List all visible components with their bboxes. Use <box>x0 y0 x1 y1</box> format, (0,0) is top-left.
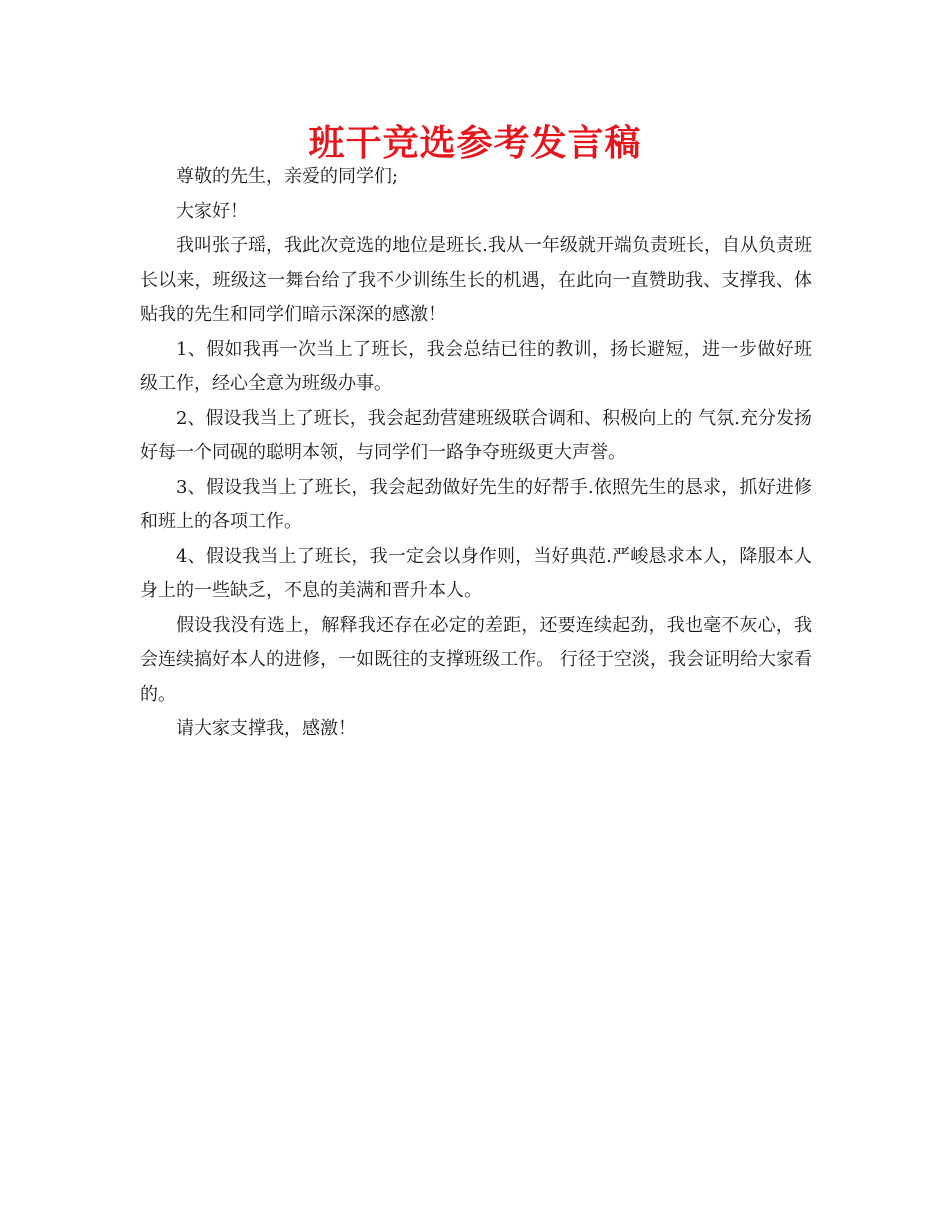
paragraph-introduction: 我叫张子瑶，我此次竞选的地位是班长.我从一年级就开端负责班长，自从负责班长以来，班级这一舞台给了我不少训练生长的机遇，在此向一直赞助我、支撑我、体贴我的先生和同学们暗示深深的感激！ <box>140 235 812 325</box>
paragraph-point-3: 3、假设我当上了班长，我会起劲做好先生的好帮手.依照先生的恳求，抓好进修和班上的各项工作。 <box>140 476 812 532</box>
paragraph-point-1: 1、假如我再一次当上了班长，我会总结已往的教训，扬长避短，进一步做好班级工作，经心全意为班级办事。 <box>140 338 812 394</box>
paragraph-closing: 请大家支撑我，感激！ <box>176 718 356 739</box>
paragraph-salutation: 尊敬的先生，亲爱的同学们; <box>176 166 399 187</box>
paragraph-if-not-elected: 假设我没有选上，解释我还存在必定的差距，还要连续起劲，我也毫不灰心，我会连续搞好本人的进修，一如既往的支撑班级工作。 行径于空淡，我会证明给大家看的。 <box>140 614 812 705</box>
document-title: 班干竞选参考发言稿 <box>308 123 642 164</box>
document-body <box>140 160 812 747</box>
paragraph-greeting: 大家好！ <box>176 200 248 222</box>
paragraph-point-2: 2、假设我当上了班长，我会起劲营建班级联合调和、积极向上的 气氛.充分发扬好每一个同砚的聪明本领，与同学们一路争夺班级更大声誉。 <box>140 407 812 463</box>
paragraph-point-4: 4、假设我当上了班长，我一定会以身作则，当好典范.严峻恳求本人，降服本人身上的一些缺乏，不息的美满和晋升本人。 <box>140 545 812 601</box>
